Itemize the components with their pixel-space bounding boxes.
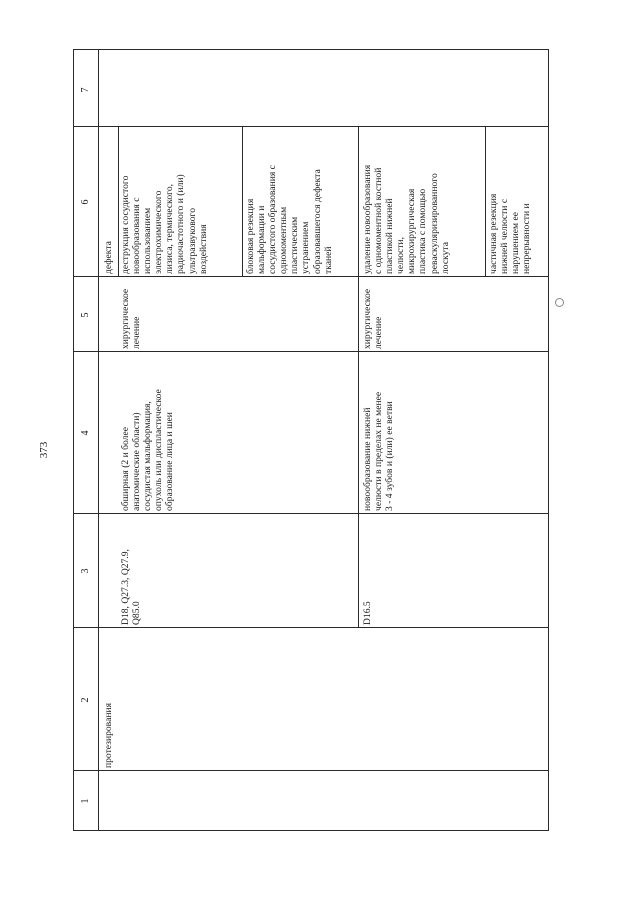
col2-text: протезирования <box>103 702 114 768</box>
table-border-left <box>73 830 548 831</box>
col-divider-6-7 <box>73 126 548 127</box>
row1-row2-divider <box>358 127 359 628</box>
row2-diagnosis: новообразование нижней челюсти в пределах не менее 3 - 4 зубов и (или) ее ветви <box>362 391 396 511</box>
row1-diagnosis: обширная (2 и более анатомические области) сосудистая мальформация, опухоль или диспластическое образование лица и шеи <box>120 389 176 511</box>
col-divider-5-6 <box>73 276 548 277</box>
scan-mark <box>555 298 564 307</box>
methods-divider-1 <box>242 127 243 277</box>
row1-method-2: блоковая резекция мальформации и сосудистого образования с одномоментным пластическим устранением образовавшегося дефекта тканей <box>245 165 334 274</box>
page-number: 373 <box>38 441 50 459</box>
col-divider-3-4 <box>73 513 548 514</box>
header-col-2: 2 <box>80 697 91 703</box>
header-col-6: 6 <box>80 199 91 205</box>
header-col-4: 4 <box>80 430 91 436</box>
carryover-text: дефекта <box>103 241 114 274</box>
row2-method-1: удаление новообразования с одномоментной костной пластикой нижней челюсти, микрохирургическая пластика с помощью реваскуляризированного лоскута <box>362 164 451 274</box>
table-border-top <box>73 49 74 831</box>
row1-method-1: деструкция сосудистого новообразования с использованием электрохимического лизиса, термического, радиочастотного и (или) ультразвукового воздействия <box>120 174 209 274</box>
row2-method-2: частичная резекция нижней челюсти с нарушением ее непрерывности и <box>488 193 533 274</box>
table-border-right <box>73 49 548 50</box>
col-divider-1-2 <box>73 770 548 771</box>
table-border-bottom <box>548 49 549 831</box>
row2-treatment: хирургическое лечение <box>362 288 385 349</box>
col-divider-2-3 <box>73 627 548 628</box>
row1-code: D18, Q27.3, Q27.9, Q85.0 <box>120 549 143 625</box>
carryover-row-divider <box>118 127 119 277</box>
col-divider-4-5 <box>73 351 548 352</box>
row1-treatment: хирургическое лечение <box>120 288 143 349</box>
row2-code: D16.5 <box>362 601 373 625</box>
header-col-5: 5 <box>80 312 91 318</box>
methods-divider-2 <box>485 127 486 277</box>
header-col-3: 3 <box>80 568 91 574</box>
header-col-7: 7 <box>80 87 91 93</box>
header-col-1: 1 <box>80 798 91 804</box>
header-row-divider <box>98 49 99 831</box>
